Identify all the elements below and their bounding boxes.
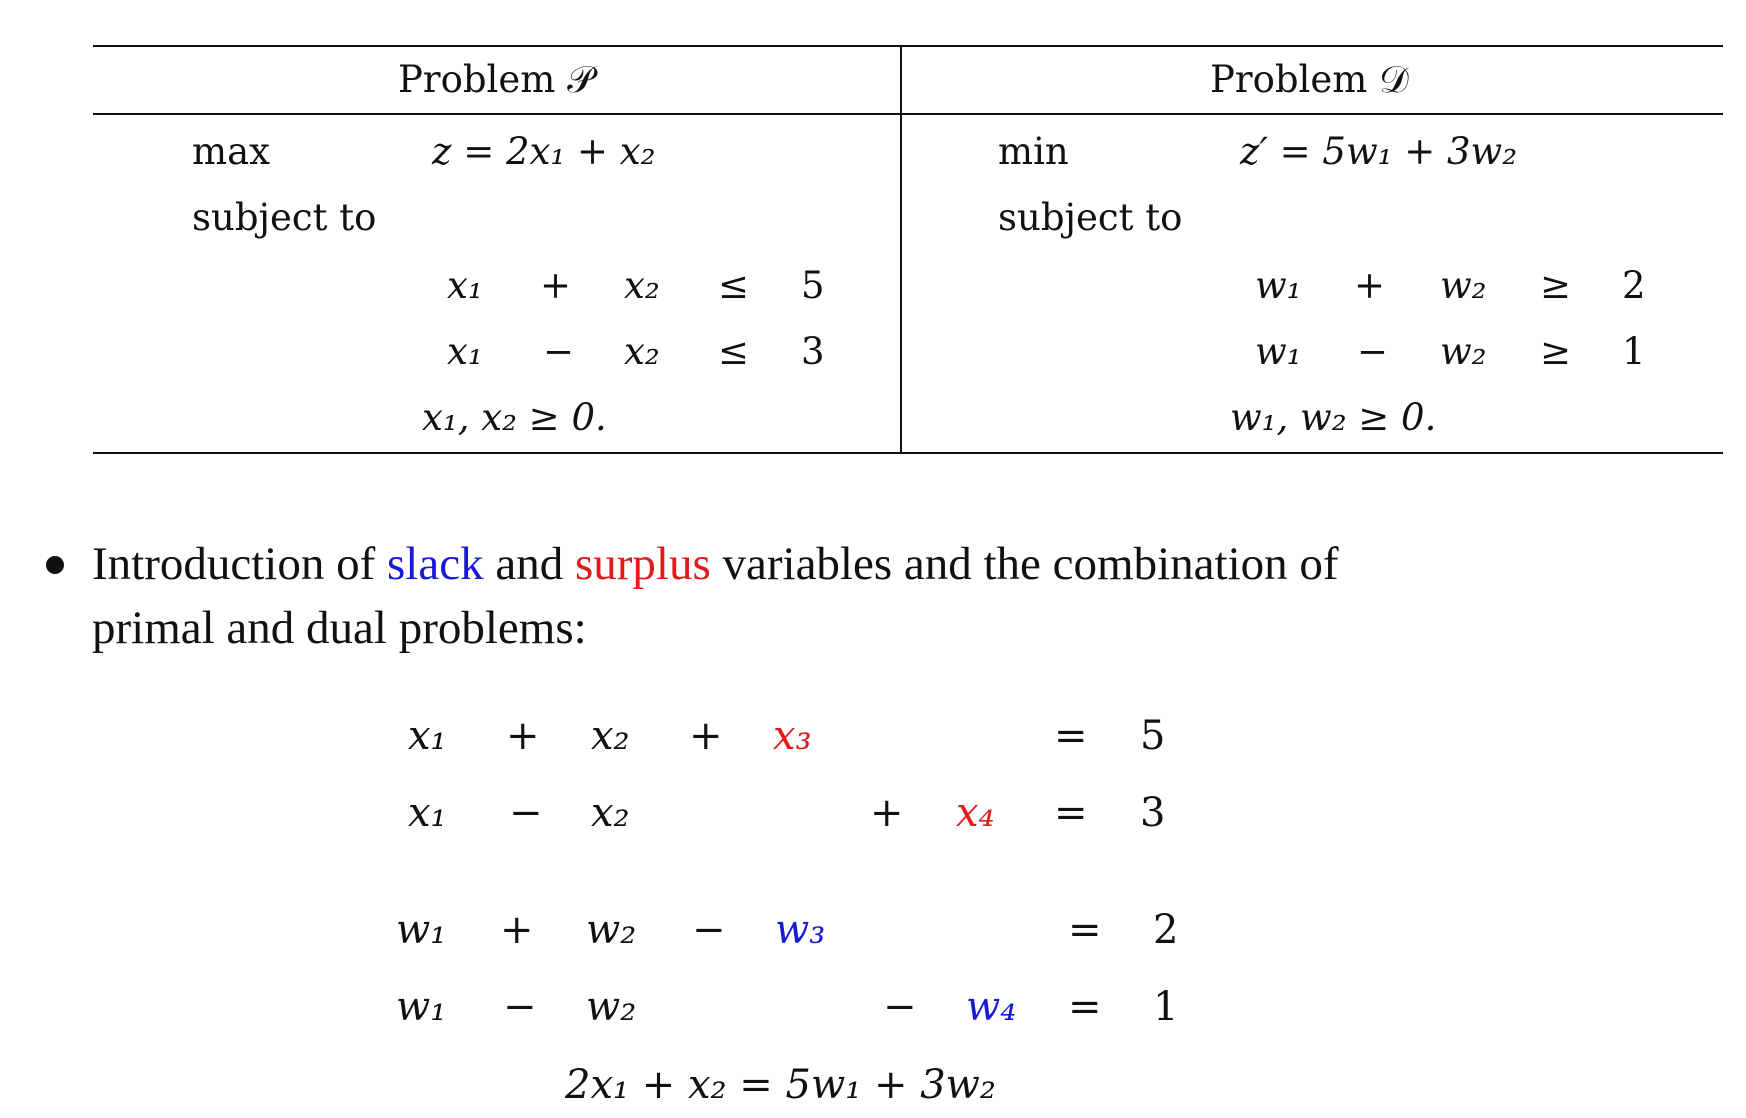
- bullet-line-2: primal and dual problems:: [92, 602, 587, 654]
- primal-c1-rel: ≤: [718, 264, 750, 307]
- sys-r4-o3: −: [883, 984, 917, 1030]
- dual-objective-word: min: [998, 130, 1069, 173]
- dual-c1-rel: ≥: [1540, 264, 1572, 307]
- primal-header: Problem 𝒫: [398, 58, 594, 101]
- dual-c1-b: w₂: [1440, 264, 1487, 307]
- surplus-word: surplus: [574, 538, 711, 590]
- dual-c2-rhs: 1: [1622, 330, 1646, 373]
- primal-c2-rel: ≤: [718, 330, 750, 373]
- table-header-rule: [93, 113, 1723, 115]
- sys-r2-t1: x₁: [408, 790, 447, 836]
- dual-c2-op: −: [1357, 330, 1389, 373]
- primal-objective: z = 2x₁ + x₂: [432, 130, 656, 173]
- sys-r4-o1: −: [503, 984, 537, 1030]
- primal-c1-b: x₂: [624, 264, 660, 307]
- sys-r1-t2: x₂: [591, 713, 630, 759]
- bullet-text-part3: variables and the combination of: [710, 538, 1339, 590]
- table-top-rule: [93, 45, 1723, 47]
- dual-c1-a: w₁: [1255, 264, 1302, 307]
- bullet-text-part1: Introduction of: [92, 538, 387, 590]
- dual-c2-a: w₁: [1255, 330, 1302, 373]
- primal-objective-word: max: [192, 130, 271, 173]
- dual-c2-b: w₂: [1440, 330, 1487, 373]
- table-column-divider: [900, 45, 902, 454]
- sys-r2-o3: +: [870, 790, 904, 836]
- sys-r3-o2: −: [692, 907, 726, 953]
- sys-r4-t4: w₄: [966, 984, 1017, 1030]
- dual-c1-op: +: [1354, 264, 1386, 307]
- sys-r2-o1: −: [509, 790, 543, 836]
- sys-r1-t3: x₃: [773, 713, 812, 759]
- bullet-text-part2: and: [483, 538, 575, 590]
- sys-r3-t3: w₃: [775, 907, 826, 953]
- sys-r2-rhs: 3: [1140, 790, 1166, 836]
- sys-r3-eq: =: [1068, 907, 1102, 953]
- primal-c2-b: x₂: [624, 330, 660, 373]
- primal-c1-rhs: 5: [801, 264, 825, 307]
- sys-r2-t2: x₂: [591, 790, 630, 836]
- dual-objective: z′ = 5w₁ + 3w₂: [1240, 130, 1518, 173]
- primal-nonneg: x₁, x₂ ≥ 0.: [422, 396, 607, 439]
- dual-c2-rel: ≥: [1540, 330, 1572, 373]
- sys-r1-o1: +: [506, 713, 540, 759]
- primal-c2-op: −: [543, 330, 575, 373]
- sys-r1-o2: +: [689, 713, 723, 759]
- sys-r2-eq: =: [1054, 790, 1088, 836]
- primal-c2-a: x₁: [447, 330, 483, 373]
- sys-r3-rhs: 2: [1153, 907, 1179, 953]
- sys-r1-t1: x₁: [408, 713, 447, 759]
- primal-c2-rhs: 3: [801, 330, 825, 373]
- primal-subject-to: subject to: [192, 196, 377, 239]
- dual-subject-to: subject to: [998, 196, 1183, 239]
- slack-word: slack: [387, 538, 484, 590]
- sys-r3-o1: +: [500, 907, 534, 953]
- bullet-line-1: [92, 532, 1339, 596]
- dual-header: Problem 𝒟: [1210, 58, 1409, 101]
- dual-nonneg: w₁, w₂ ≥ 0.: [1230, 396, 1437, 439]
- duality-equation: 2x₁ + x₂ = 5w₁ + 3w₂: [565, 1062, 996, 1108]
- sys-r4-eq: =: [1068, 984, 1102, 1030]
- dual-c1-rhs: 2: [1622, 264, 1646, 307]
- sys-r4-t2: w₂: [586, 984, 637, 1030]
- bullet-dot: [46, 556, 64, 574]
- sys-r1-rhs: 5: [1140, 713, 1166, 759]
- sys-r4-t1: w₁: [396, 984, 447, 1030]
- sys-r2-t4: x₄: [956, 790, 995, 836]
- table-bottom-rule: [93, 452, 1723, 454]
- sys-r1-eq: =: [1054, 713, 1088, 759]
- sys-r3-t2: w₂: [586, 907, 637, 953]
- sys-r3-t1: w₁: [396, 907, 447, 953]
- primal-c1-op: +: [540, 264, 572, 307]
- primal-c1-a: x₁: [447, 264, 483, 307]
- sys-r4-rhs: 1: [1153, 984, 1179, 1030]
